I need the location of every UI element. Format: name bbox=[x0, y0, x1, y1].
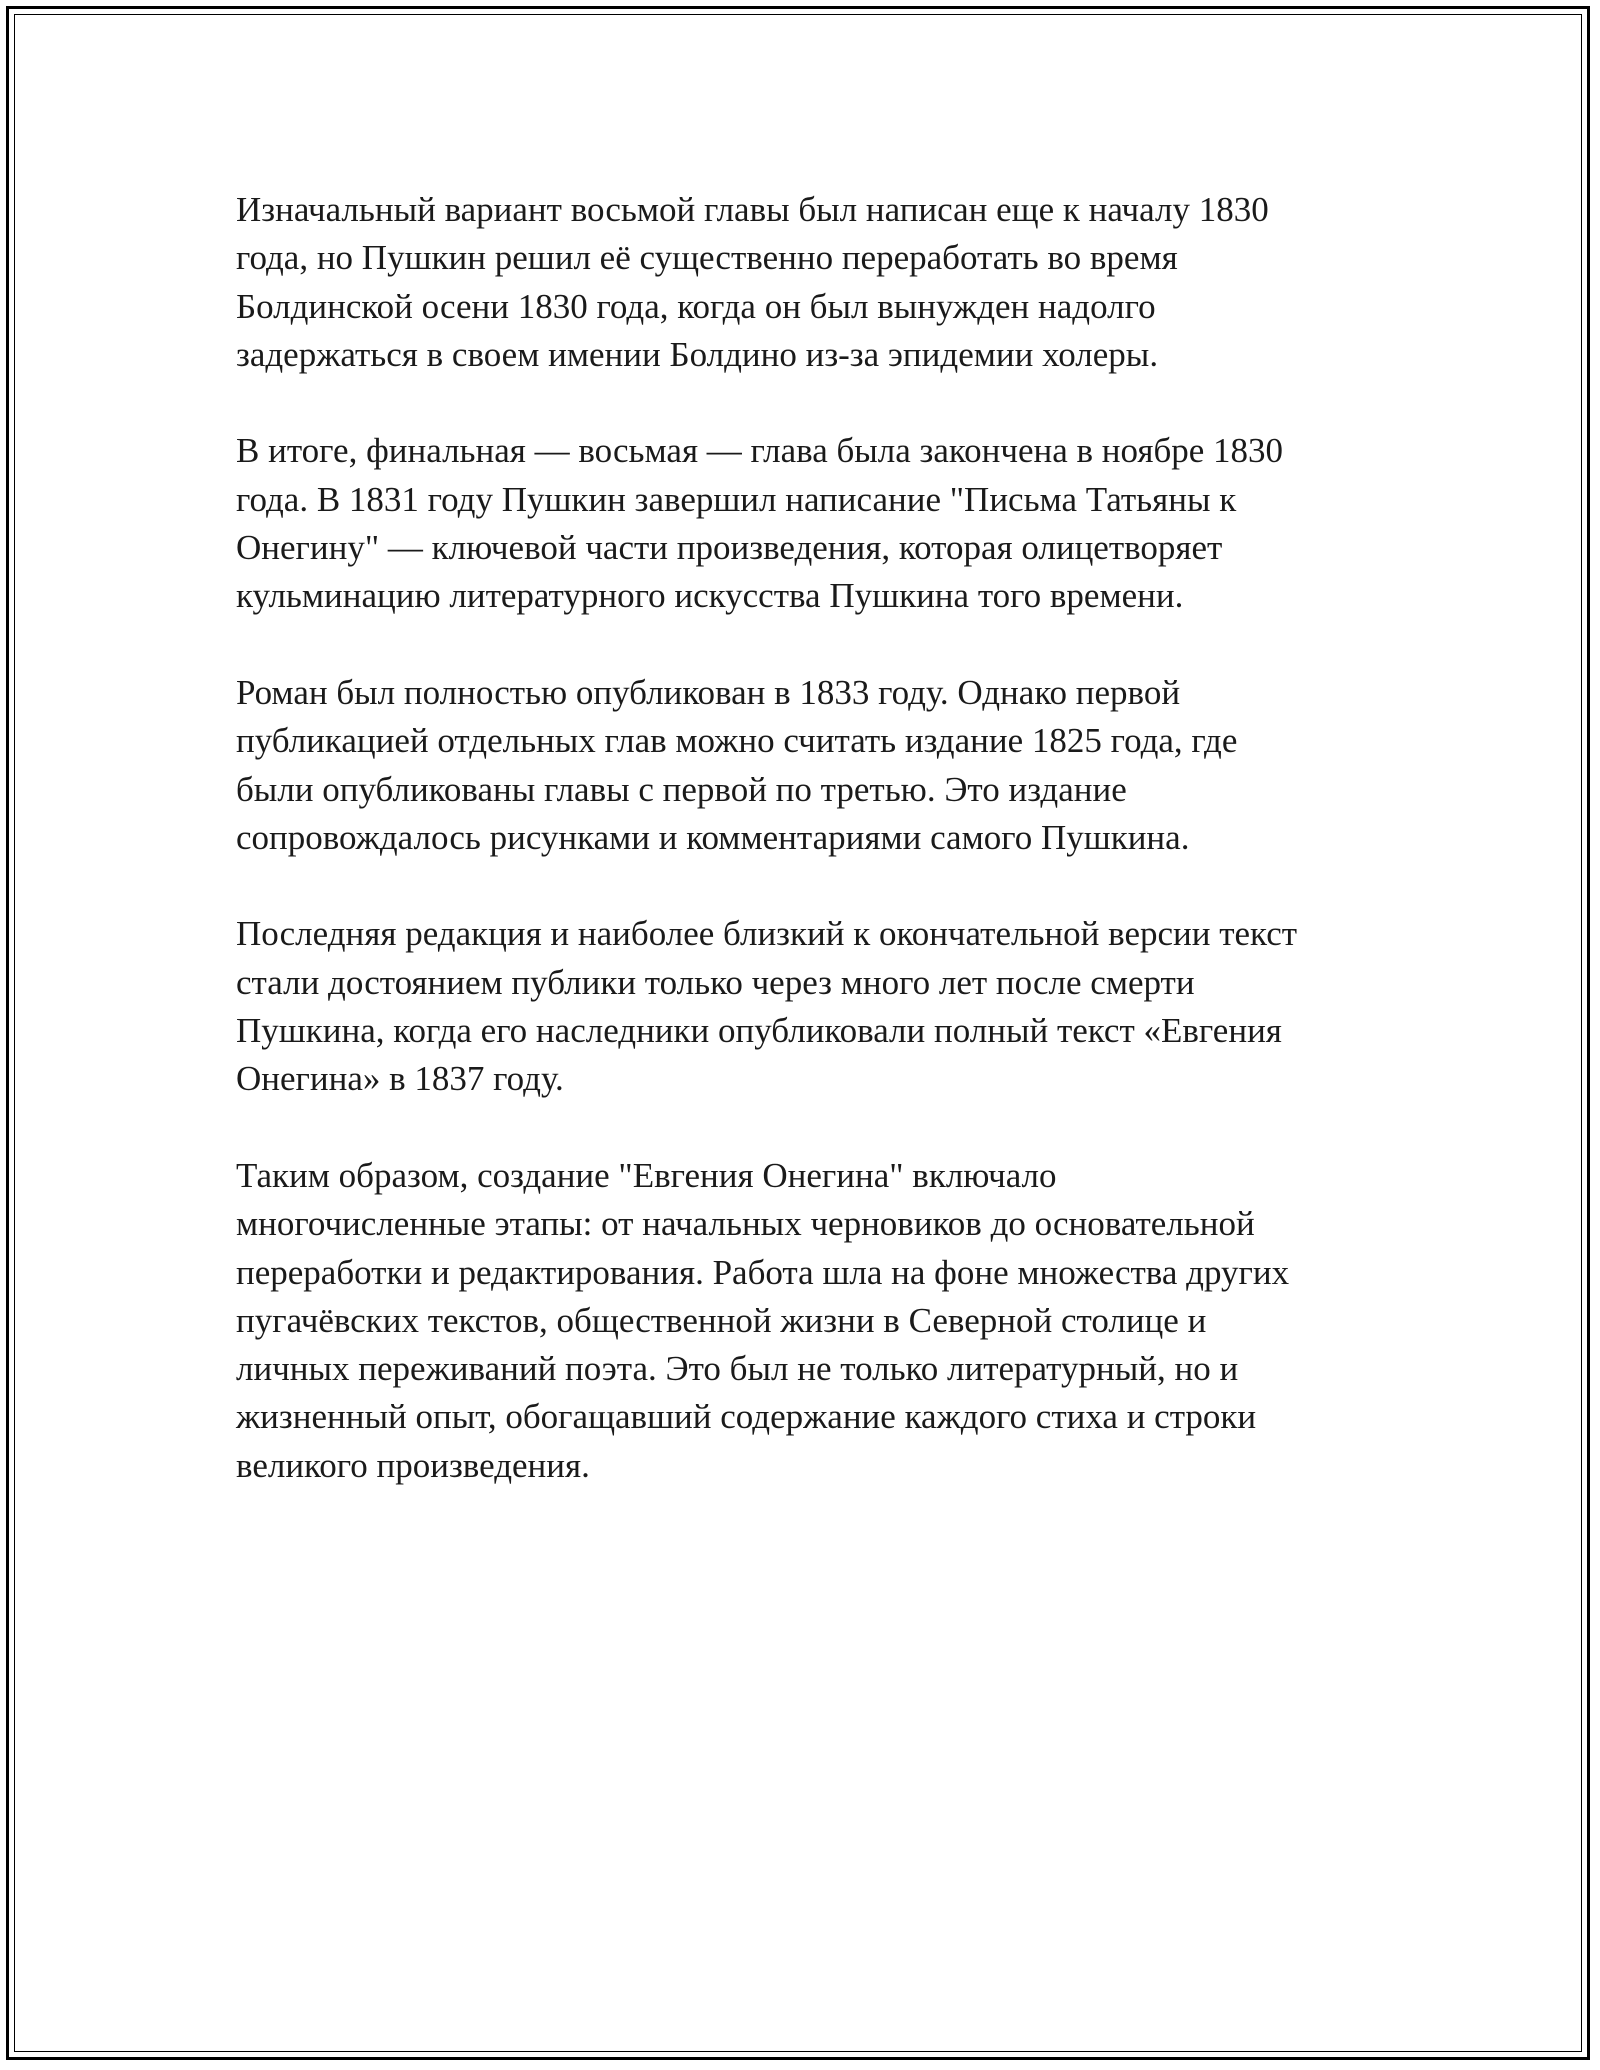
paragraph-5: Таким образом, создание "Евгения Онегина" включало многочисленные этапы: от начальных черновиков до основательной переработки и редактирования. Работа шла на фоне множества других пугачёвских текстов, общественной жизни в Северной столице и личных переживаний поэта. Это был не только литературный, но и жизненный опыт, обогащавший содержание каждого стиха и строки великого произведения. bbox=[236, 1155, 1290, 1485]
paragraph-4: Последняя редакция и наиболее близкий к окончательной версии текст стали достоянием публики только через много лет после смерти Пушкина, когда его наследники опубликовали полный текст «Евгения Онегина» в 1837 году. bbox=[236, 914, 1298, 1099]
paragraph-1: Изначальный вариант восьмой главы был написан еще к началу 1830 года, но Пушкин решил её существенно переработать во время Болдинской осени 1830 года, когда он был вынужден надолго задержаться в своем имении Болдино из-за эпидемии холеры. bbox=[236, 190, 1269, 374]
paragraph-3: Роман был полностью опубликован в 1833 году. Однако первой публикацией отдельных глав можно считать издание 1825 года, где были опубликованы главы с первой по третью. Это издание сопровождалось рисунками и комментариями самого Пушкина. bbox=[236, 672, 1238, 857]
document-body bbox=[236, 186, 1366, 1538]
paragraph-2: В итоге, финальная — восьмая — глава была закончена в ноябре 1830 года. В 1831 году Пушкин завершил написание "Письма Татьяны к Онегину" — ключевой части произведения, которая олицетворяет кульминацию литературного искусства Пушкина того времени. bbox=[236, 431, 1284, 616]
